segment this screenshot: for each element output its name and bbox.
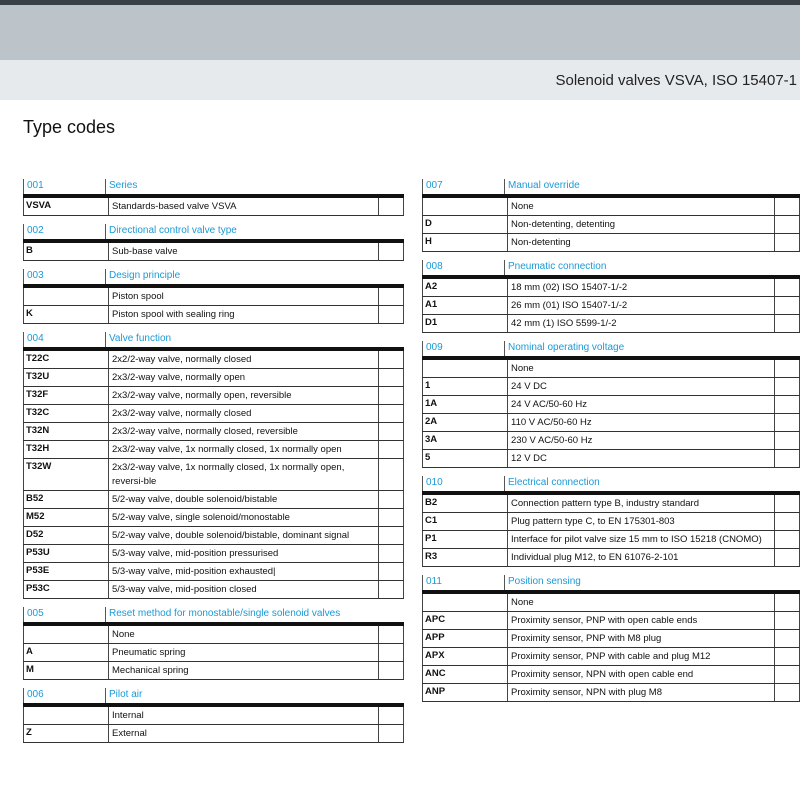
table-row [23, 459, 404, 491]
row-code: P1 [422, 531, 507, 548]
section-name: Pneumatic connection [504, 260, 800, 275]
selection-box [774, 432, 800, 449]
type-code-section [23, 269, 404, 324]
selection-box [774, 198, 800, 215]
table-row [23, 644, 404, 662]
row-code: 1A [422, 396, 507, 413]
selection-box [378, 441, 404, 458]
table-row [422, 360, 800, 378]
row-code: ANP [422, 684, 507, 701]
table-row [23, 509, 404, 527]
row-description: 5/3-way valve, mid-position closed [108, 581, 378, 598]
row-description: Connection pattern type B, industry standard [507, 495, 774, 512]
row-code [23, 707, 108, 724]
table-row [23, 527, 404, 545]
table-row [422, 612, 800, 630]
table-row [23, 405, 404, 423]
table-row [23, 243, 404, 261]
section-name: Electrical connection [504, 476, 800, 491]
row-code: T32C [23, 405, 108, 422]
selection-box [378, 581, 404, 598]
type-code-section [422, 260, 800, 333]
selection-box [774, 378, 800, 395]
row-code: P53E [23, 563, 108, 580]
selection-box [378, 405, 404, 422]
row-description: Non-detenting [507, 234, 774, 251]
table-row [422, 513, 800, 531]
selection-box [774, 297, 800, 314]
section-code: 008 [422, 260, 504, 275]
row-code: D [422, 216, 507, 233]
selection-box [774, 315, 800, 332]
selection-box [774, 495, 800, 512]
row-description: 5/2-way valve, double solenoid/bistable [108, 491, 378, 508]
row-description: 2x3/2-way valve, 1x normally closed, 1x normally open, reversi-ble [108, 459, 378, 490]
row-description: Proximity sensor, PNP with M8 plug [507, 630, 774, 647]
selection-box [378, 725, 404, 742]
section-header [422, 260, 800, 275]
row-code: T22C [23, 351, 108, 368]
row-code [23, 288, 108, 305]
row-description: 2x3/2-way valve, normally open [108, 369, 378, 386]
table-row [23, 441, 404, 459]
row-code: Z [23, 725, 108, 742]
table-row [23, 725, 404, 743]
section-code: 010 [422, 476, 504, 491]
row-description: Non-detenting, detenting [507, 216, 774, 233]
row-code: T32W [23, 459, 108, 490]
row-description: Piston spool with sealing ring [108, 306, 378, 323]
table-row [422, 315, 800, 333]
row-code: K [23, 306, 108, 323]
selection-box [378, 545, 404, 562]
selection-box [774, 666, 800, 683]
section-name: Position sensing [504, 575, 800, 590]
table-row [23, 707, 404, 725]
selection-box [774, 630, 800, 647]
row-description: Internal [108, 707, 378, 724]
row-description: 230 V AC/50-60 Hz [507, 432, 774, 449]
table-row [23, 288, 404, 306]
section-code: 005 [23, 607, 105, 622]
row-description: 2x3/2-way valve, 1x normally closed, 1x normally open [108, 441, 378, 458]
row-code [422, 360, 507, 377]
row-description: Proximity sensor, PNP with cable and plug M12 [507, 648, 774, 665]
table-row [23, 491, 404, 509]
selection-box [774, 414, 800, 431]
table-row [23, 369, 404, 387]
row-code: D52 [23, 527, 108, 544]
selection-box [378, 243, 404, 260]
table-row [422, 378, 800, 396]
selection-box [378, 198, 404, 215]
selection-box [378, 351, 404, 368]
section-header [23, 224, 404, 239]
table-row [422, 684, 800, 702]
selection-box [774, 513, 800, 530]
row-code: B [23, 243, 108, 260]
type-code-section [422, 341, 800, 468]
row-code: APP [422, 630, 507, 647]
row-description: 5/3-way valve, mid-position exhausted| [108, 563, 378, 580]
section-code: 011 [422, 575, 504, 590]
row-code: 2A [422, 414, 507, 431]
row-code: A [23, 644, 108, 661]
row-description: 5/2-way valve, double solenoid/bistable, dominant signal [108, 527, 378, 544]
row-code: D1 [422, 315, 507, 332]
row-description: Proximity sensor, PNP with open cable ends [507, 612, 774, 629]
right-column [422, 179, 800, 710]
row-description: 42 mm (1) ISO 5599-1/-2 [507, 315, 774, 332]
section-name: Series [105, 179, 404, 194]
row-code: T32U [23, 369, 108, 386]
table-row [422, 279, 800, 297]
table-row [422, 594, 800, 612]
header-band [0, 5, 800, 60]
row-description: Proximity sensor, NPN with plug M8 [507, 684, 774, 701]
row-code: C1 [422, 513, 507, 530]
row-description: Standards-based valve VSVA [108, 198, 378, 215]
table-row [23, 306, 404, 324]
table-row [23, 198, 404, 216]
type-code-section [23, 607, 404, 680]
type-code-section [23, 224, 404, 261]
selection-box [378, 707, 404, 724]
row-description: 5/2-way valve, single solenoid/monostable [108, 509, 378, 526]
row-description: None [507, 360, 774, 377]
row-description: External [108, 725, 378, 742]
section-header [422, 179, 800, 194]
table-row [23, 563, 404, 581]
row-description: Proximity sensor, NPN with open cable end [507, 666, 774, 683]
selection-box [378, 644, 404, 661]
section-name: Pilot air [105, 688, 404, 703]
row-code: B52 [23, 491, 108, 508]
selection-box [378, 369, 404, 386]
selection-box [774, 279, 800, 296]
row-code: T32N [23, 423, 108, 440]
section-code: 009 [422, 341, 504, 356]
row-code: R3 [422, 549, 507, 566]
row-description: 26 mm (01) ISO 15407-1/-2 [507, 297, 774, 314]
type-code-section [422, 179, 800, 252]
table-row [23, 662, 404, 680]
section-header [23, 607, 404, 622]
selection-box [774, 216, 800, 233]
row-description: 5/3-way valve, mid-position pressurised [108, 545, 378, 562]
row-code [422, 198, 507, 215]
selection-box [774, 684, 800, 701]
row-description: Sub-base valve [108, 243, 378, 260]
row-description: Pneumatic spring [108, 644, 378, 661]
selection-box [774, 594, 800, 611]
table-row [422, 630, 800, 648]
selection-box [378, 626, 404, 643]
row-description: Individual plug M12, to EN 61076-2-101 [507, 549, 774, 566]
section-header [23, 332, 404, 347]
row-description: Interface for pilot valve size 15 mm to ISO 15218 (CNOMO) [507, 531, 774, 548]
row-code: B2 [422, 495, 507, 512]
row-code: ANC [422, 666, 507, 683]
row-description: 12 V DC [507, 450, 774, 467]
table-row [23, 581, 404, 599]
left-column [23, 179, 404, 751]
row-description: Mechanical spring [108, 662, 378, 679]
row-code: 5 [422, 450, 507, 467]
section-name: Manual override [504, 179, 800, 194]
table-row [422, 531, 800, 549]
table-row [422, 549, 800, 567]
table-row [422, 648, 800, 666]
row-code: 3A [422, 432, 507, 449]
row-description: 2x3/2-way valve, normally closed, reversible [108, 423, 378, 440]
selection-box [774, 360, 800, 377]
type-code-section [422, 476, 800, 567]
row-code: APC [422, 612, 507, 629]
section-code: 001 [23, 179, 105, 194]
selection-box [774, 612, 800, 629]
row-code: VSVA [23, 198, 108, 215]
selection-box [774, 234, 800, 251]
row-description: None [507, 594, 774, 611]
row-code [422, 594, 507, 611]
section-code: 006 [23, 688, 105, 703]
section-header [23, 688, 404, 703]
table-row [422, 450, 800, 468]
row-description: None [507, 198, 774, 215]
table-row [422, 396, 800, 414]
selection-box [378, 563, 404, 580]
row-code: T32F [23, 387, 108, 404]
type-code-section [422, 575, 800, 702]
row-description: 18 mm (02) ISO 15407-1/-2 [507, 279, 774, 296]
row-code: P53C [23, 581, 108, 598]
selection-box [774, 396, 800, 413]
type-code-section [23, 332, 404, 599]
table-row [422, 495, 800, 513]
document-title: Solenoid valves VSVA, ISO 15407-1 [555, 72, 797, 89]
table-row [422, 297, 800, 315]
row-code: H [422, 234, 507, 251]
selection-box [378, 509, 404, 526]
table-row [23, 387, 404, 405]
section-header [23, 269, 404, 284]
selection-box [378, 459, 404, 490]
row-code: T32H [23, 441, 108, 458]
selection-box [774, 549, 800, 566]
table-row [23, 545, 404, 563]
table-row [23, 626, 404, 644]
selection-box [774, 531, 800, 548]
row-code: P53U [23, 545, 108, 562]
type-code-section [23, 179, 404, 216]
section-header [422, 341, 800, 356]
section-name: Reset method for monostable/single solenoid valves [105, 607, 404, 622]
row-description: 110 V AC/50-60 Hz [507, 414, 774, 431]
table-row [422, 216, 800, 234]
row-code: APX [422, 648, 507, 665]
section-name: Directional control valve type [105, 224, 404, 239]
section-name: Design principle [105, 269, 404, 284]
row-code [23, 626, 108, 643]
table-row [422, 234, 800, 252]
row-code: 1 [422, 378, 507, 395]
row-code: M52 [23, 509, 108, 526]
section-header [422, 476, 800, 491]
type-code-section [23, 688, 404, 743]
table-row [422, 666, 800, 684]
selection-box [378, 306, 404, 323]
selection-box [378, 662, 404, 679]
section-code: 007 [422, 179, 504, 194]
row-description: 2x3/2-way valve, normally open, reversible [108, 387, 378, 404]
row-description: None [108, 626, 378, 643]
table-row [422, 198, 800, 216]
row-description: Piston spool [108, 288, 378, 305]
section-name: Nominal operating voltage [504, 341, 800, 356]
table-row [23, 351, 404, 369]
row-code: M [23, 662, 108, 679]
section-code: 003 [23, 269, 105, 284]
table-row [23, 423, 404, 441]
selection-box [378, 491, 404, 508]
table-row [422, 432, 800, 450]
section-name: Valve function [105, 332, 404, 347]
page-title: Type codes [23, 117, 116, 137]
row-description: 24 V AC/50-60 Hz [507, 396, 774, 413]
row-description: 2x3/2-way valve, normally closed [108, 405, 378, 422]
selection-box [774, 450, 800, 467]
row-description: 2x2/2-way valve, normally closed [108, 351, 378, 368]
section-header [23, 179, 404, 194]
selection-box [378, 527, 404, 544]
section-header [422, 575, 800, 590]
table-row [422, 414, 800, 432]
selection-box [378, 387, 404, 404]
selection-box [378, 288, 404, 305]
row-code: A1 [422, 297, 507, 314]
section-code: 002 [23, 224, 105, 239]
row-description: 24 V DC [507, 378, 774, 395]
selection-box [378, 423, 404, 440]
row-code: A2 [422, 279, 507, 296]
row-description: Plug pattern type C, to EN 175301-803 [507, 513, 774, 530]
selection-box [774, 648, 800, 665]
section-code: 004 [23, 332, 105, 347]
